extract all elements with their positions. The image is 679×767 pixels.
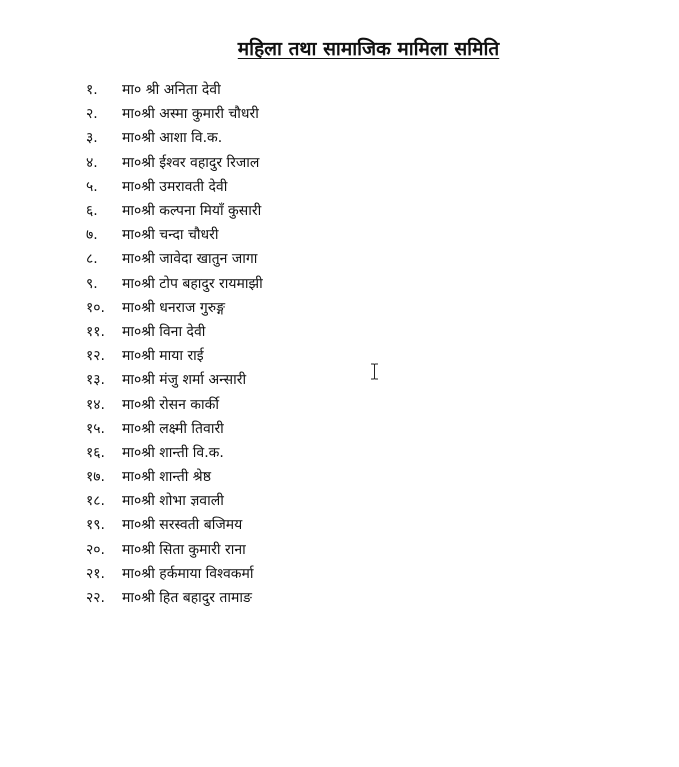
list-item bbox=[86, 223, 263, 247]
text-cursor-icon bbox=[370, 363, 379, 380]
list-item-number: ७. bbox=[86, 227, 98, 244]
list-item-name: मा०श्री आशा वि.क. bbox=[122, 130, 223, 147]
list-item bbox=[86, 78, 263, 102]
list-item-number: १०. bbox=[86, 299, 106, 316]
list-item bbox=[86, 513, 263, 537]
list-item bbox=[86, 247, 263, 271]
list-item bbox=[86, 272, 263, 296]
list-item-number: २१. bbox=[86, 565, 106, 582]
list-item-number: १६. bbox=[86, 444, 106, 461]
list-item-name: मा०श्री धनराज गुरुङ्ग bbox=[122, 299, 225, 316]
list-item-number: २०. bbox=[86, 541, 106, 558]
list-item-name: मा०श्री चन्दा चौधरी bbox=[122, 227, 219, 244]
list-item bbox=[86, 344, 263, 368]
page-title: महिला तथा सामाजिक मामिला समिति bbox=[237, 38, 500, 60]
list-item-name: मा०श्री शोभा ज्ञवाली bbox=[122, 493, 224, 510]
list-item-name: मा०श्री सिता कुमारी राना bbox=[122, 541, 246, 558]
list-item-number: १९. bbox=[86, 517, 106, 534]
list-item-name: मा०श्री माया राई bbox=[122, 348, 204, 365]
list-item-name: मा०श्री हित बहादुर तामाङ bbox=[122, 590, 252, 607]
list-item-name: मा०श्री ईश्वर वहादुर रिजाल bbox=[122, 154, 260, 171]
list-item bbox=[86, 151, 263, 175]
list-item bbox=[86, 296, 263, 320]
list-item-number: १. bbox=[86, 82, 98, 99]
list-item-name: मा०श्री मंजु शर्मा अन्सारी bbox=[122, 372, 247, 389]
list-item-number: १३. bbox=[86, 372, 106, 389]
list-item-name: मा०श्री हर्कमाया विश्वकर्मा bbox=[122, 565, 254, 582]
list-item bbox=[86, 126, 263, 150]
list-item bbox=[86, 320, 263, 344]
list-item bbox=[86, 441, 263, 465]
list-item-number: १७. bbox=[86, 469, 106, 486]
list-item bbox=[86, 538, 263, 562]
list-item bbox=[86, 199, 263, 223]
list-item-number: २. bbox=[86, 106, 98, 123]
list-item-name: मा०श्री रोसन कार्की bbox=[122, 396, 220, 413]
list-item-name: मा०श्री सरस्वती बजिमय bbox=[122, 517, 243, 534]
list-item-number: २२. bbox=[86, 590, 106, 607]
list-item bbox=[86, 417, 263, 441]
list-item bbox=[86, 489, 263, 513]
list-item bbox=[86, 368, 263, 392]
list-item-name: मा०श्री जावेदा खातुन जागा bbox=[122, 251, 258, 268]
list-item-number: १८. bbox=[86, 493, 106, 510]
list-item-number: १४. bbox=[86, 396, 106, 413]
list-item-name: मा०श्री कल्पना मियाँ कुसारी bbox=[122, 203, 262, 220]
list-item-number: १५. bbox=[86, 420, 106, 437]
list-item bbox=[86, 562, 263, 586]
list-item bbox=[86, 586, 263, 610]
list-item-number: ३. bbox=[86, 130, 98, 147]
list-item-number: ८. bbox=[86, 251, 98, 268]
list-item-name: मा०श्री शान्ती श्रेष्ठ bbox=[122, 469, 211, 486]
list-item-number: ५. bbox=[86, 178, 98, 195]
list-item-name: मा०श्री टोप बहादुर रायमाझी bbox=[122, 275, 263, 292]
list-item-name: मा०श्री लक्ष्मी तिवारी bbox=[122, 420, 224, 437]
list-item bbox=[86, 175, 263, 199]
list-item-number: ११. bbox=[86, 323, 106, 340]
list-item-number: ६. bbox=[86, 203, 98, 220]
list-item-name: मा०श्री विना देवी bbox=[122, 323, 206, 340]
list-item-number: ४. bbox=[86, 154, 98, 171]
member-list bbox=[86, 78, 263, 610]
list-item-name: मा०श्री अस्मा कुमारी चौधरी bbox=[122, 106, 259, 123]
list-item bbox=[86, 465, 263, 489]
list-item-name: मा० श्री अनिता देवी bbox=[122, 82, 221, 99]
list-item-number: १२. bbox=[86, 348, 106, 365]
list-item-name: मा०श्री शान्ती वि.क. bbox=[122, 444, 224, 461]
list-item bbox=[86, 392, 263, 416]
list-item bbox=[86, 102, 263, 126]
list-item-name: मा०श्री उमरावती देवी bbox=[122, 178, 228, 195]
list-item-number: ९. bbox=[86, 275, 98, 292]
